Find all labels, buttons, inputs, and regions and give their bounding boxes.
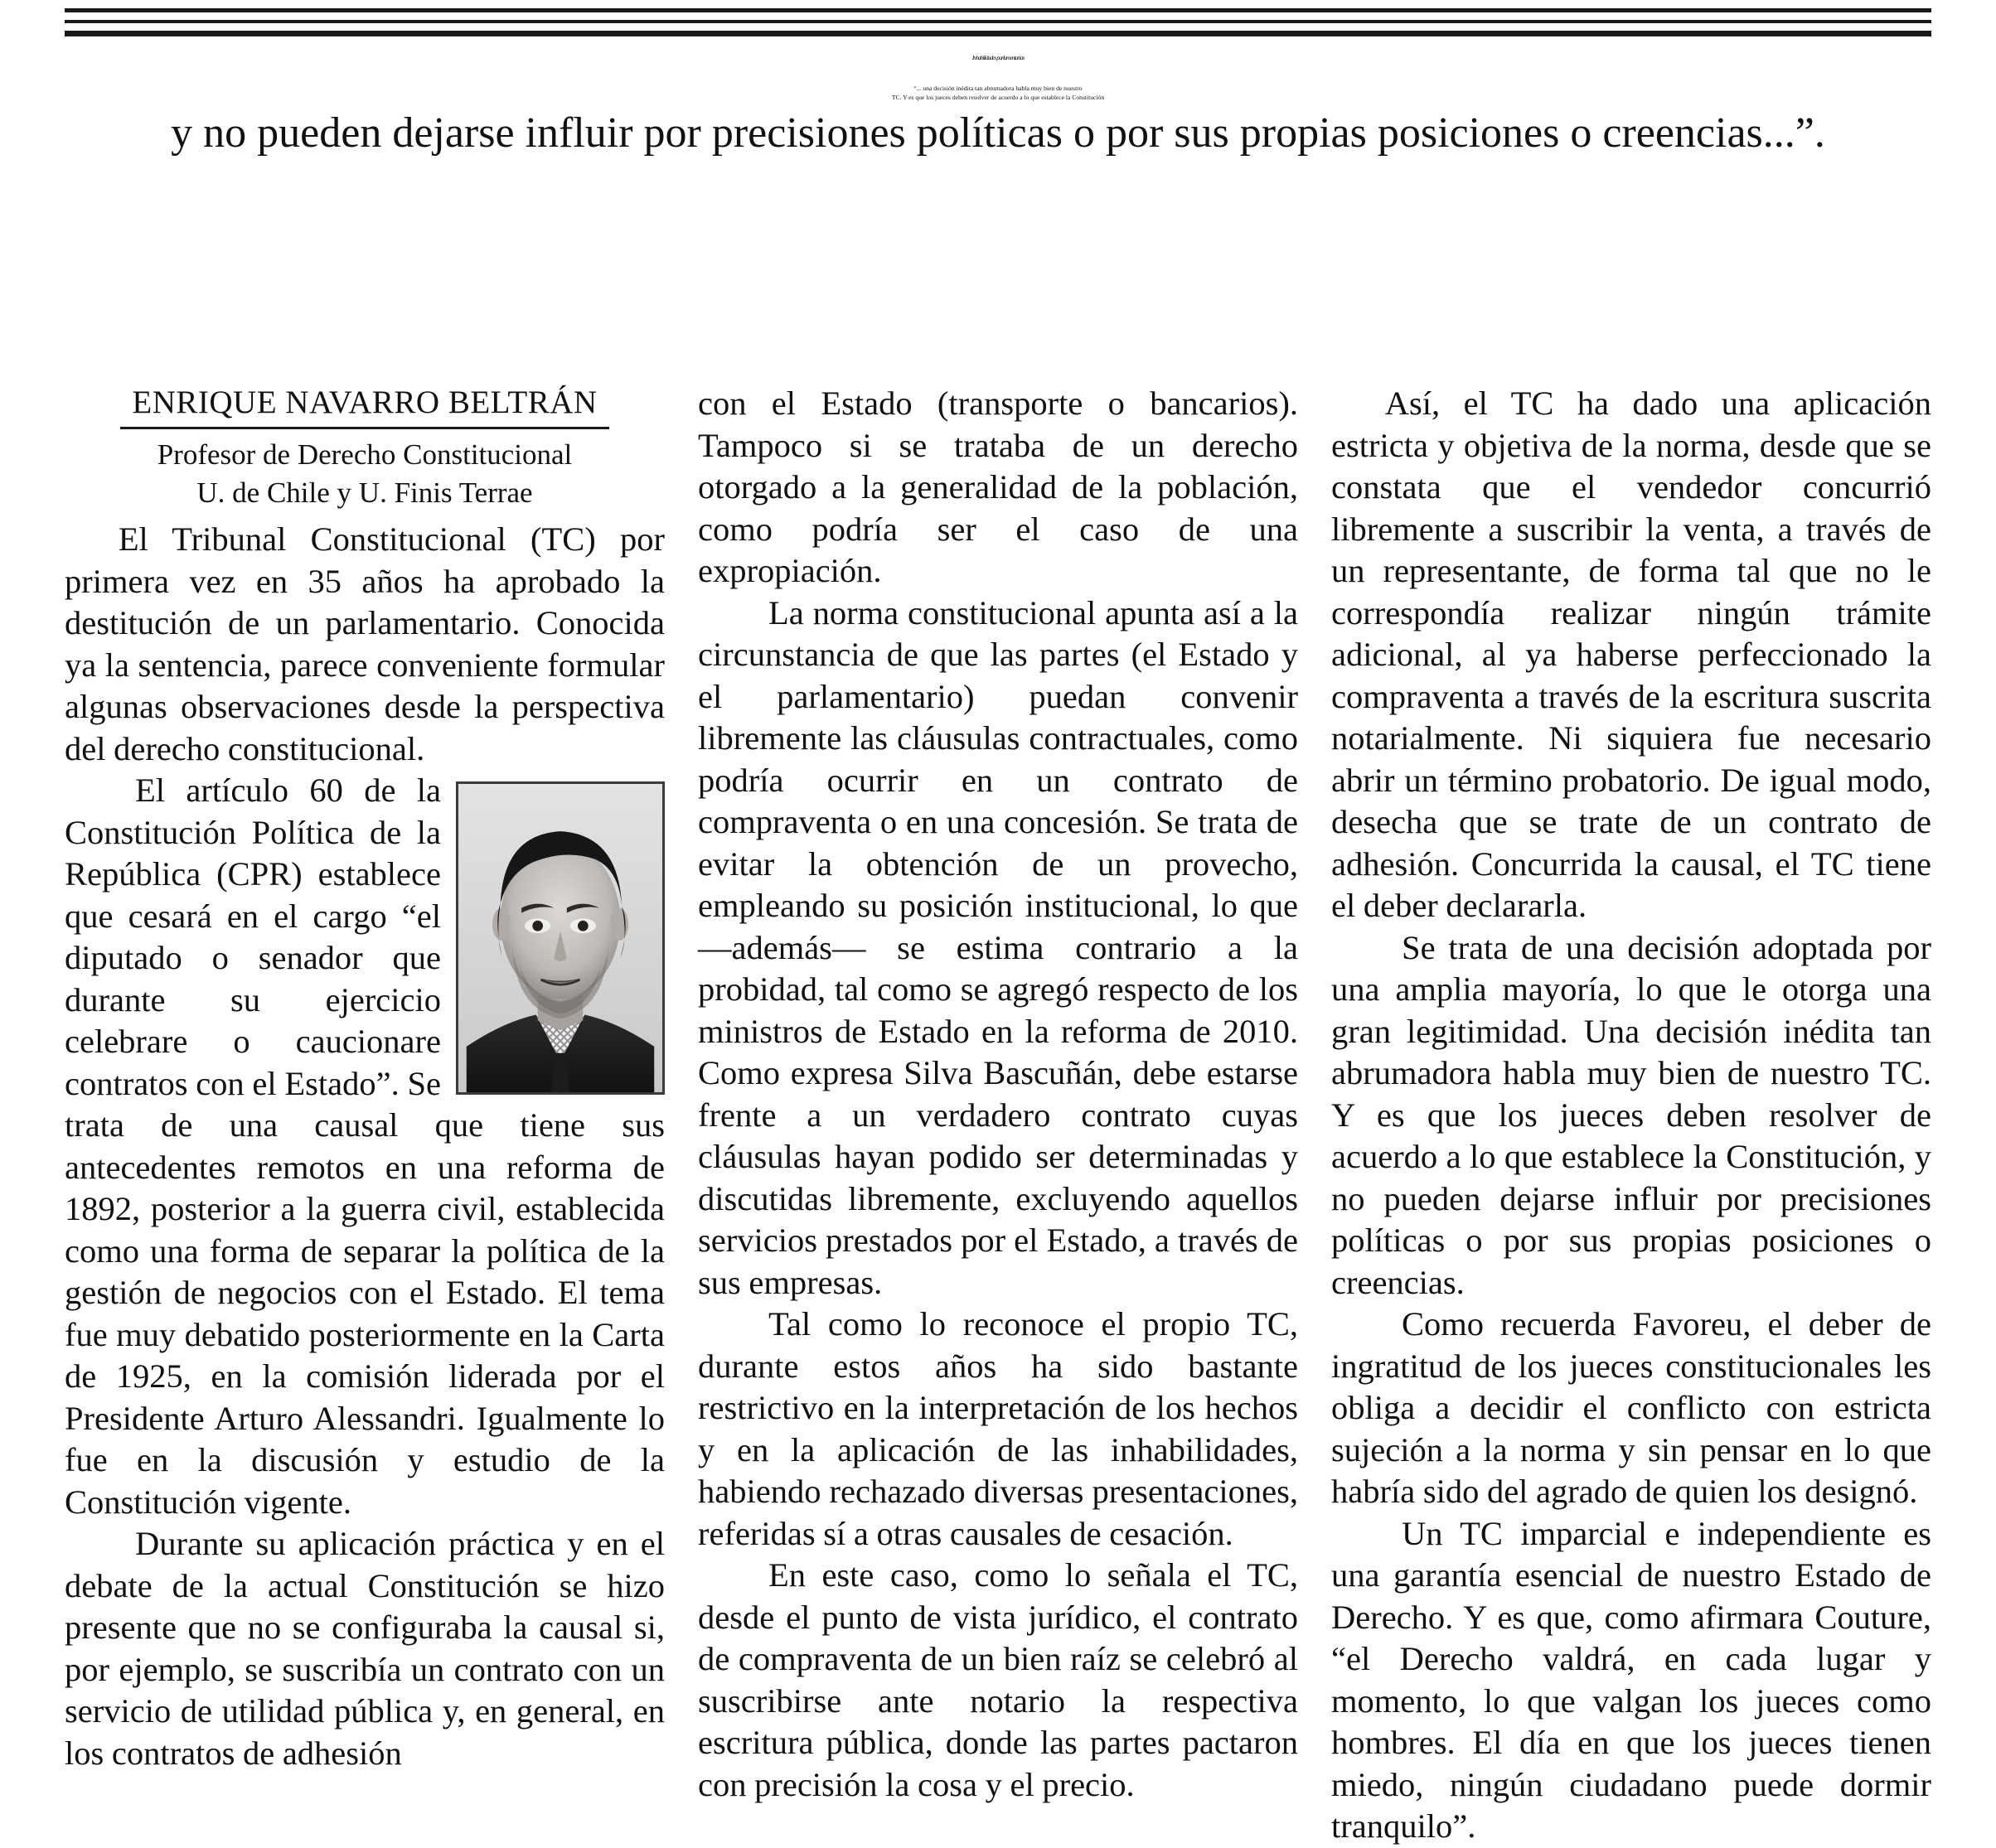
masthead-rule-3 (65, 31, 1931, 36)
paragraph: Como recuerda Favoreu, el deber de ingratitud de los jueces constitucionales les obliga a decidir el conflicto con estricta sujeción a la norma y sin pensar en lo que habría sido del agrado de quien los designó. (1331, 1305, 1931, 1510)
paragraph: Durante su aplicación práctica y en el debate de la actual Constitución se hizo presente que no se configuraba la causal si, por ejemplo, se suscribía un contrato con un servicio de utilidad pública y, en general, en los contratos de adhesión (65, 1525, 665, 1772)
column-3-body (1331, 383, 1931, 1848)
column-1-body (65, 519, 665, 1774)
paragraph: En este caso, como lo señala el TC, desde el punto de vista jurídico, el contrato de compraventa de un bien raíz se celebró al suscribirse ante notario la respectiva escritura pública, donde las partes pactaron con precisión la cosa y el precio. (698, 1556, 1298, 1803)
paragraph: Así, el TC ha dado una aplicación estricta y objetiva de la norma, desde que se constata que el vendedor concurrió libremente a suscribir la venta, a través de un representante, de forma tal que no le correspondía realizar ningún trámite adicional, al ya haberse perfeccionado la compraventa a través de la escritura suscrita notarialmente. Ni siquiera fue necesario abrir un término probatorio. De igual modo, desecha que se trate de un contrato de adhesión. Concurrida la causal, el TC tiene el deber declararla. (1331, 385, 1931, 924)
byline (65, 383, 665, 512)
author-portrait-photo (456, 781, 665, 1095)
deck-line-1: “... una decisión inédita tan abrumadora habla muy bien de nuestro (913, 85, 1083, 93)
paragraph: con el Estado (transporte o bancarios). Tampoco si se trataba de un derecho otorgado a la generalidad de la población, como podría ser el caso de una expropiación. (698, 385, 1298, 589)
byline-role-line-2: U. de Chile y U. Finis Terrae (196, 476, 533, 509)
byline-author-name: ENRIQUE NAVARRO BELTRÁN (120, 383, 608, 429)
byline-role-line-1: Profesor de Derecho Constitucional (157, 438, 573, 471)
deck-quote (132, 85, 1864, 163)
column-2-body (698, 383, 1298, 1806)
page-title: Inhabilidades parlamentarias (971, 54, 1025, 61)
article-columns (65, 383, 1931, 1845)
paragraph: El Tribunal Constitucional (TC) por primera vez en 35 años ha aprobado la destitución de un parlamentario. Conocida ya la sentencia, parece conveniente formular algunas observaciones desde la perspectiva del derecho constitucional. (65, 520, 665, 767)
article-column-2 (698, 383, 1298, 1803)
article-column-3 (1331, 383, 1931, 1845)
byline-author-role (65, 436, 665, 512)
deck-line-2: TC. Y es que los jueces deben resolver de acuerdo a lo que establece la Constitución (891, 93, 1105, 101)
masthead-rules (65, 0, 1931, 36)
paragraph: La norma constitucional apunta así a la circunstancia de que las partes (el Estado y el parlamentario) puedan convenir libremente las cláusulas contractuales, como podría ocurrir en un contrato de compraventa o en una concesión. Se trata de evitar la obtención de un provecho, empleando su posición institucional, lo que —además— se estima contrario a la probidad, tal como se agregó respecto de los ministros de Estado en la reforma de 2010. Como expresa Silva Bascuñán, debe estarse frente a un verdadero contrato cuyas cláusulas hayan podido ser determinadas y discutidas libremente, excluyendo aquellos servicios prestados por el Estado, a través de sus empresas. (698, 593, 1298, 1301)
paragraph: El artículo 60 de la Constitución Política de la República (CPR) establece que cesará en el cargo “el diputado o senador que durante su ejercicio celebrare o caucionare contratos con el Estado”. Se trata de una causal que tiene sus antecedentes remotos en una reforma de 1892, posterior a la guerra civil, establecida como una forma de separar la política de la gestión de negocios con el Estado. El tema fue muy debatido posteriormente en la Carta de 1925, en la comisión liderada por el Presidente Arturo Alessandri. Igualmente lo fue en la discusión y estudio de la Constitución vigente. (65, 772, 665, 1521)
paragraph: Tal como lo reconoce el propio TC, durante estos años ha sido bastante restrictivo en la interpretación de los hechos y en la aplicación de las inhabilidades, habiendo rechazado diversas presentaciones, referidas sí a otras causales de cesación. (698, 1305, 1298, 1552)
deck-line-3: y no pueden dejarse influir por precisiones políticas o por sus propias posiciones o creencias...”. (171, 109, 1825, 157)
masthead-rule-gap-2 (65, 23, 1931, 31)
portrait-image (458, 784, 662, 1092)
paragraph: Se trata de una decisión adoptada por una amplia mayoría, lo que le otorga una gran legitimidad. Una decisión inédita tan abrumadora habla muy bien de nuestro TC. Y es que los jueces deben resolver de acuerdo a lo que establece la Constitución, y no pueden dejarse influir por precisiones políticas o por sus propias posiciones o creencias. (1331, 928, 1931, 1301)
paragraph: Un TC imparcial e independiente es una garantía esencial de nuestro Estado de Derecho. Y es que, como afirmara Couture, “el Derecho valdrá, en cada lugar y momento, lo que valgan los jueces como hombres. El día en que los jueces tienen miedo, ningún ciudadano puede dormir tranquilo”. (1331, 1514, 1931, 1845)
article-column-1 (65, 383, 665, 1783)
masthead-rule-gap-1 (65, 12, 1931, 20)
